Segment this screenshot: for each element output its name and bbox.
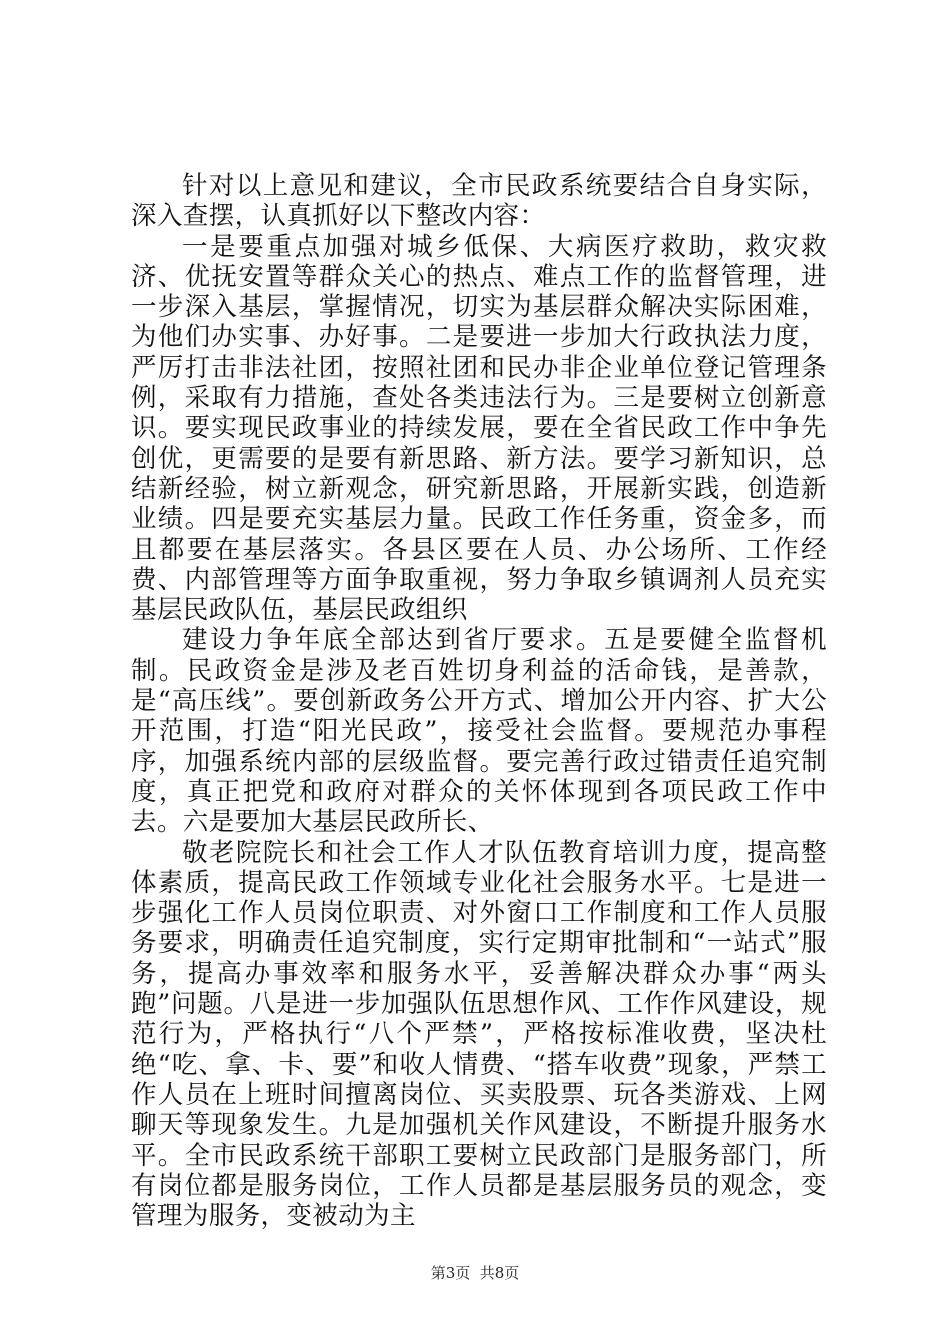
paragraph: 针对以上意见和建议，全市民政系统要结合自身实际，深入查摆，认真抓好以下整改内容： — [131, 171, 827, 232]
page-number: 第3页 共8页 — [430, 1264, 520, 1282]
page-footer — [0, 1262, 950, 1283]
paragraph: 建设力争年底全部达到省厅要求。五是要健全监督机制。民政资金是涉及老百姓切身利益的活命钱，是善款，是“高压线”。要创新政务公开方式、增加公开内容、扩大公开范围，打造“阳光民政”，接受社会监督。要规范办事程序，加强系统内部的层级监督。要完善行政过错责任追究制度，真正把党和政府对群众的关怀体现到各项民政工作中去。六是要加大基层民政所长、 — [131, 625, 827, 838]
document-body — [131, 171, 827, 1231]
paragraph: 敬老院院长和社会工作人才队伍教育培训力度，提高整体素质，提高民政工作领域专业化社会服务水平。七是进一步强化工作人员岗位职责、对外窗口工作制度和工作人员服务要求，明确责任追究制度，实行定期审批制和“一站式”服务，提高办事效率和服务水平，妥善解决群众办事“两头跑”问题。八是进一步加强队伍思想作风、工作作风建设，规范行为，严格执行“八个严禁”，严格按标准收费，坚决杜绝“吃、拿、卡、要”和收人情费、“搭车收费”现象，严禁工作人员在上班时间擅离岗位、买卖股票、玩各类游戏、上网聊天等现象发生。九是加强机关作风建设，不断提升服务水平。全市民政系统干部职工要树立民政部门是服务部门，所有岗位都是服务岗位，工作人员都是基层服务员的观念，变管理为服务，变被动为主 — [131, 837, 827, 1232]
paragraph: 一是要重点加强对城乡低保、大病医疗救助，救灾救济、优抚安置等群众关心的热点、难点工作的监督管理，进一步深入基层，掌握情况，切实为基层群众解决实际困难，为他们办实事、办好事。二是要进一步加大行政执法力度，严厉打击非法社团，按照社团和民办非企业单位登记管理条例，采取有力措施，查处各类违法行为。三是要树立创新意识。要实现民政事业的持续发展，要在全省民政工作中争先创优，更需要的是要有新思路、新方法。要学习新知识，总结新经验，树立新观念，研究新思路，开展新实践，创造新业绩。四是要充实基层力量。民政工作任务重，资金多，而且都要在基层落实。各县区要在人员、办公场所、工作经费、内部管理等方面争取重视，努力争取乡镇调剂人员充实基层民政队伍，基层民政组织 — [131, 231, 827, 626]
